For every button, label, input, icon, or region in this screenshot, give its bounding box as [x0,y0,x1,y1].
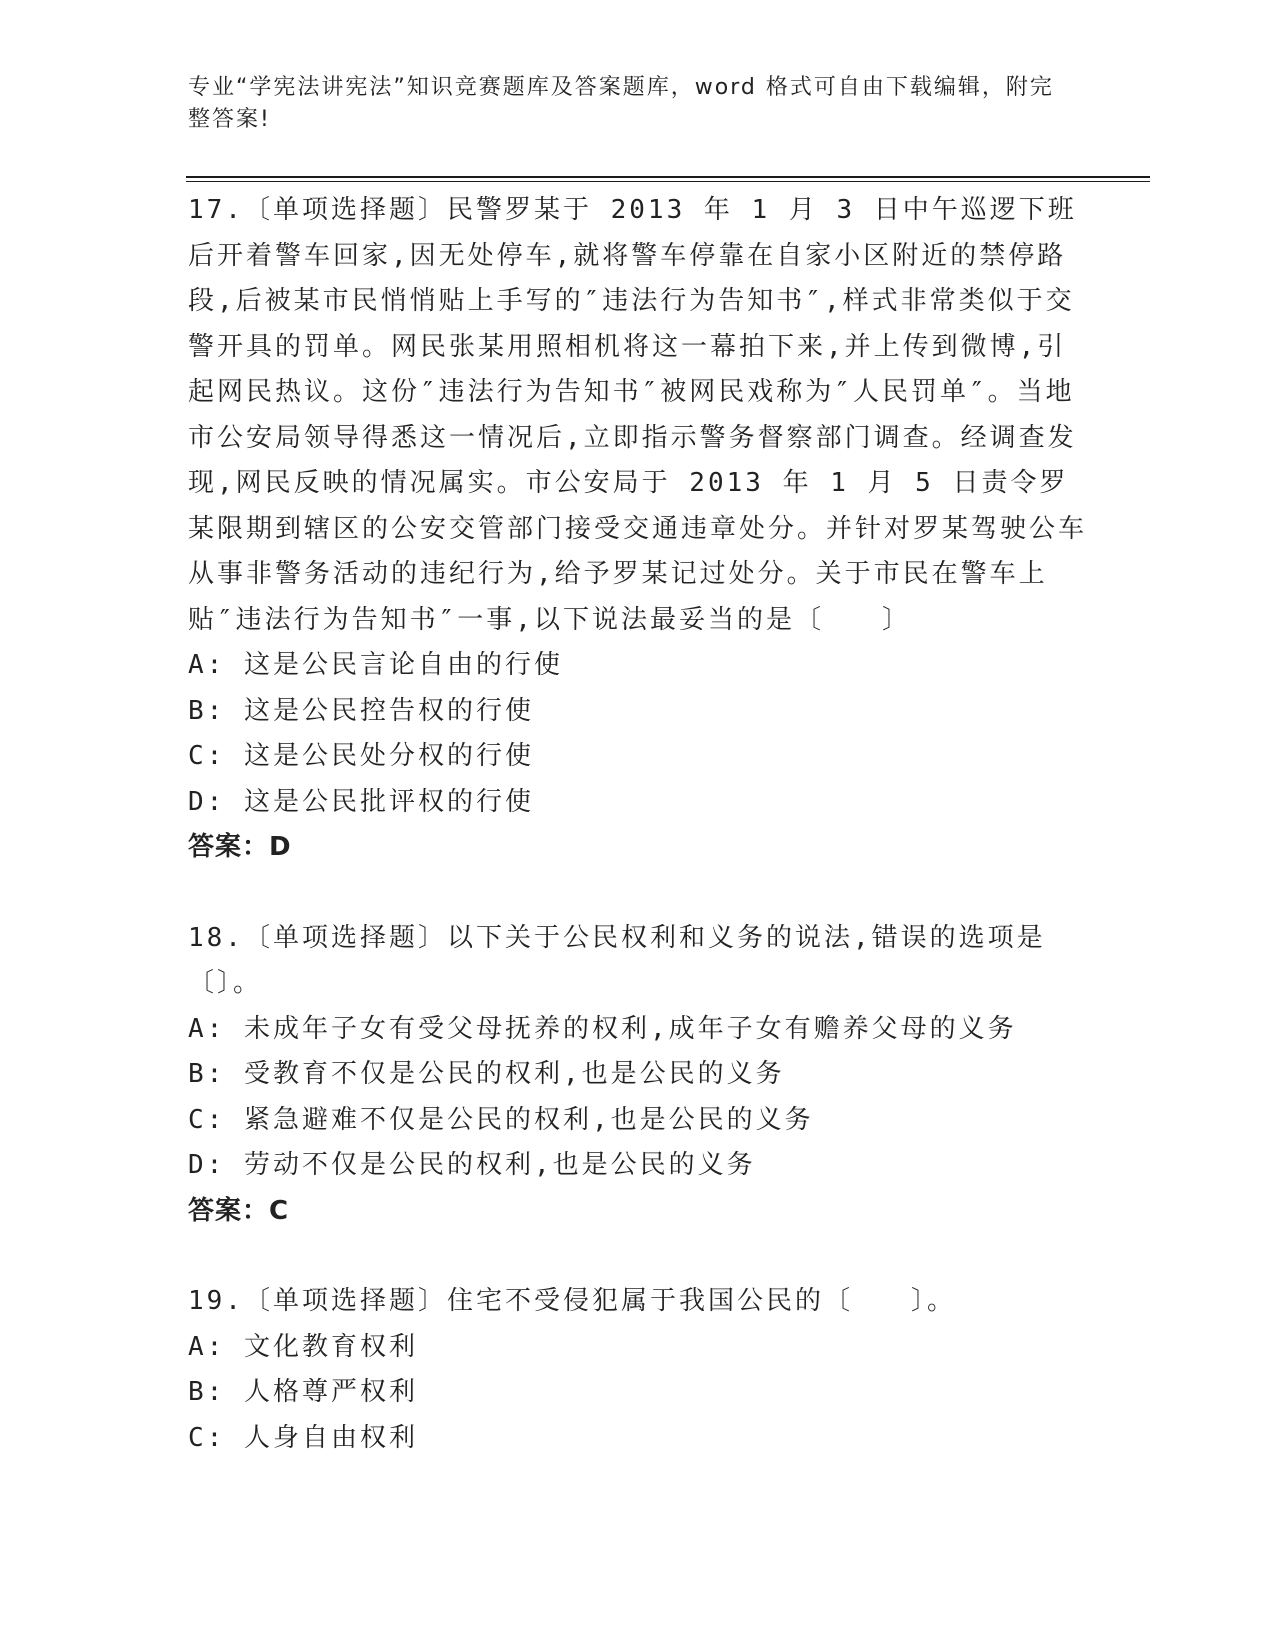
option-b: B: 受教育不仅是公民的权利,也是公民的义务 [188,1059,785,1089]
option-d: D: 劳动不仅是公民的权利,也是公民的义务 [188,1150,756,1180]
question-17 [188,188,1088,871]
question-text: 〔单项选择题〕住宅不受侵犯属于我国公民的〔 〕。 [243,1286,956,1316]
question-19 [188,1279,1088,1461]
question-18 [188,916,1088,1235]
question-text: 〔单项选择题〕以下关于公民权利和义务的说法,错误的选项是〔〕。 [188,922,1046,998]
question-spacer [188,871,1088,916]
option-a: A: 这是公民言论自由的行使 [188,650,563,680]
header-divider [186,176,1150,182]
option-b: B: 这是公民控告权的行使 [188,695,534,726]
option-c: C: 这是公民处分权的行使 [188,741,534,771]
question-number: 17. [188,195,244,225]
option-c: C: 人身自由权利 [188,1422,418,1453]
page-header [188,72,1058,136]
question-number: 19. [188,1286,244,1316]
question-stem [188,916,1088,1007]
answer-label: 答案：C [188,1195,290,1226]
question-stem [188,1279,1088,1325]
option-a: A: 未成年子女有受父母抚养的权利,成年子女有赡养父母的义务 [188,1013,1017,1044]
option-d: D: 这是公民批评权的行使 [188,786,534,817]
question-stem [188,188,1088,643]
option-a: A: 文化教育权利 [188,1331,418,1362]
option-b: B: 人格尊严权利 [188,1377,418,1407]
option-c: C: 紧急避难不仅是公民的权利,也是公民的义务 [188,1104,814,1135]
answer-label: 答案：D [188,832,292,862]
question-spacer [188,1234,1088,1279]
question-list [188,188,1088,1461]
document-title: 专业“学宪法讲宪法”知识竞赛题库及答案题库，word 格式可自由下载编辑，附完整答案! [188,75,1054,132]
question-number: 18. [188,922,244,953]
question-text: 〔单项选择题〕民警罗某于 2013 年 1 月 3 日中午巡逻下班后开着警车回家,因无处停车,就将警车停靠在自家小区附近的禁停路段,后被某市民悄悄贴上手写的″违法行为告知书″,样式非常类似于交警开具的罚单。网民张某用照相机将这一幕拍下来,并上传到微博,引起网民热议。这份″违法行为告知书″被网民戏称为″人民罚单″。当地市公安局领导得悉这一情况后,立即指示警务督察部门调查。经调查发现,网民反映的情况属实。市公安局于 2013 年 1 月 5 日责令罗某限期到辖区的公安交管部门接受交通违章处分。并针对罗某驾驶公车从事非警务活动的违纪行为,给予罗某记过处分。关于市民在警车上贴″违法行为告知书″一事,以下说法最妥当的是〔 〕 [188,195,1088,635]
